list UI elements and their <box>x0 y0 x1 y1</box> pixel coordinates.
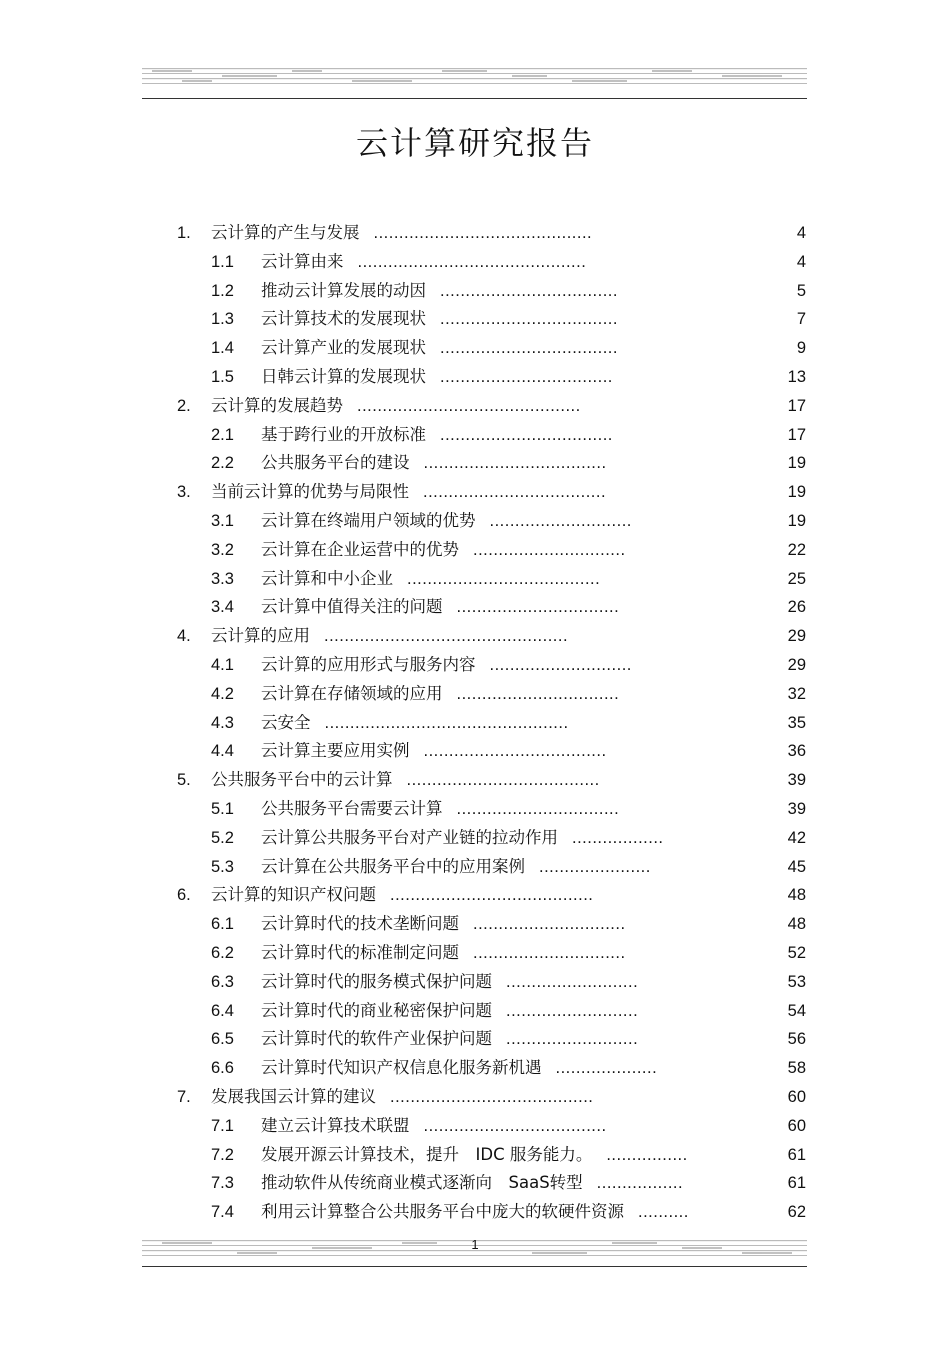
toc-leader-dots: ............................ <box>489 511 632 530</box>
toc-entry-title: 云计算在终端用户领域的优势 <box>261 510 476 530</box>
toc-section-entry[interactable] <box>0 536 950 565</box>
toc-leader-dots: ...................... <box>539 857 651 876</box>
toc-entry-title: 基于跨行业的开放标准 <box>261 424 426 444</box>
toc-entry-title: 云计算公共服务平台对产业链的拉动作用 <box>261 827 558 847</box>
toc-section-entry[interactable] <box>0 421 950 450</box>
toc-entry-title-wrap <box>261 1054 657 1083</box>
toc-entry-title: 云计算中值得关注的问题 <box>261 597 443 617</box>
toc-page-number: 42 <box>787 828 806 847</box>
toc-entry-number: 7.4 <box>211 1203 234 1222</box>
toc-entry-number: 3.4 <box>211 598 234 617</box>
toc-entry-number: 6.1 <box>211 915 234 934</box>
toc-leader-dots: ...................................... <box>406 771 600 790</box>
toc-entry-title: 云计算时代的技术垄断问题 <box>261 914 459 934</box>
toc-entry-title: 云计算技术的发展现状 <box>261 309 426 329</box>
toc-entry-title: 云计算时代的服务模式保护问题 <box>261 971 492 991</box>
toc-entry-number: 2. <box>177 396 191 415</box>
toc-page-number: 58 <box>787 1059 806 1078</box>
toc-section-entry[interactable] <box>0 1141 950 1170</box>
toc-leader-dots: ............................ <box>489 655 632 674</box>
toc-entry-title: 云计算和中小企业 <box>261 568 393 588</box>
toc-section-entry[interactable] <box>0 1198 950 1227</box>
toc-entry-title: 云计算时代的商业秘密保护问题 <box>261 1000 492 1020</box>
toc-entry-title: 日韩云计算的发展现状 <box>261 366 426 386</box>
toc-page-number: 60 <box>787 1087 806 1106</box>
toc-entry-title-wrap <box>211 881 593 910</box>
toc-entry-number: 1.1 <box>211 252 234 271</box>
toc-entry-title: 发展开源云计算技术，提升 IDC 服务能力。 <box>261 1144 593 1164</box>
toc-entry-title-wrap <box>261 1025 638 1054</box>
toc-section-entry[interactable] <box>0 334 950 363</box>
toc-entry-number: 5.2 <box>211 828 234 847</box>
toc-entry-number: 6.6 <box>211 1059 234 1078</box>
toc-leader-dots: ............................................. <box>357 252 587 271</box>
toc-leader-dots: .................... <box>555 1059 658 1078</box>
toc-entry-title-wrap <box>261 651 632 680</box>
toc-leader-dots: ................................ <box>456 684 620 703</box>
toc-entry-number: 7.1 <box>211 1116 234 1135</box>
toc-entry-title: 建立云计算技术联盟 <box>261 1115 410 1135</box>
toc-leader-dots: .......................... <box>506 1001 639 1020</box>
toc-chapter-entry[interactable] <box>0 219 950 248</box>
toc-leader-dots: .......................... <box>506 972 639 991</box>
toc-entry-title-wrap <box>261 910 626 939</box>
toc-leader-dots: .......... <box>638 1203 689 1222</box>
toc-entry-title: 云计算在公共服务平台中的应用案例 <box>261 856 525 876</box>
toc-leader-dots: .................................. <box>440 425 613 444</box>
toc-leader-dots: .................. <box>572 828 664 847</box>
toc-section-entry[interactable] <box>0 997 950 1026</box>
toc-entry-title-wrap <box>261 1112 607 1141</box>
toc-section-entry[interactable] <box>0 305 950 334</box>
toc-section-entry[interactable] <box>0 680 950 709</box>
toc-entry-number: 4.3 <box>211 713 234 732</box>
toc-section-entry[interactable] <box>0 939 950 968</box>
toc-entry-title: 云计算的产生与发展 <box>211 223 360 242</box>
toc-entry-title-wrap <box>211 219 592 248</box>
toc-entry-title-wrap <box>211 1083 593 1112</box>
toc-leader-dots: ................................................ <box>324 627 569 646</box>
toc-section-entry[interactable] <box>0 449 950 478</box>
toc-leader-dots: .............................. <box>473 943 626 962</box>
toc-entry-number: 5.1 <box>211 799 234 818</box>
toc-entry-title: 利用云计算整合公共服务平台中庞大的软硬件资源 <box>261 1202 624 1222</box>
toc-section-entry[interactable] <box>0 593 950 622</box>
toc-entry-title: 云安全 <box>261 712 311 732</box>
toc-entry-title-wrap <box>261 277 618 306</box>
toc-leader-dots: .............................. <box>473 915 626 934</box>
toc-entry-number: 5. <box>177 771 191 790</box>
toc-leader-dots: .................................... <box>423 483 607 502</box>
toc-entry-title: 推动云计算发展的动因 <box>261 280 426 300</box>
toc-page-number: 22 <box>787 540 806 559</box>
toc-entry-number: 1.3 <box>211 310 234 329</box>
toc-page-number: 5 <box>796 281 806 300</box>
toc-entry-title-wrap <box>261 795 619 824</box>
toc-entry-title: 公共服务平台需要云计算 <box>261 798 443 818</box>
toc-leader-dots: .......................... <box>506 1030 639 1049</box>
toc-entry-title-wrap <box>261 709 569 738</box>
toc-page-number: 4 <box>796 252 806 271</box>
toc-entry-title: 云计算的知识产权问题 <box>211 885 376 905</box>
toc-entry-number: 3. <box>177 483 191 502</box>
toc-entry-title: 公共服务平台中的云计算 <box>211 770 393 790</box>
toc-entry-title: 云计算时代的标准制定问题 <box>261 942 459 962</box>
toc-section-entry[interactable] <box>0 968 950 997</box>
toc-entry-number: 1.2 <box>211 281 234 300</box>
toc-page-number: 4 <box>796 224 806 242</box>
toc-entry-number: 4.4 <box>211 742 234 761</box>
toc-entry-title-wrap <box>261 853 651 882</box>
toc-leader-dots: ................................... <box>440 310 618 329</box>
toc-page-number: 62 <box>787 1203 806 1222</box>
toc-entry-number: 2.2 <box>211 454 234 473</box>
toc-entry-title: 公共服务平台的建设 <box>261 453 410 473</box>
toc-section-entry[interactable] <box>0 1025 950 1054</box>
header-decoration <box>142 64 807 90</box>
toc-entry-title: 发展我国云计算的建议 <box>211 1086 376 1106</box>
toc-leader-dots: ...................................... <box>407 569 601 588</box>
toc-leader-dots: .................................. <box>440 367 613 386</box>
toc-entry-title-wrap <box>261 507 632 536</box>
toc-entry-number: 7. <box>177 1087 191 1106</box>
toc-page-number: 54 <box>787 1001 806 1020</box>
toc-entry-number: 6.5 <box>211 1030 234 1049</box>
toc-entry-title: 当前云计算的优势与局限性 <box>211 482 409 502</box>
toc-chapter-entry[interactable] <box>0 392 950 421</box>
toc-leader-dots: .................................... <box>423 742 607 761</box>
toc-section-entry[interactable] <box>0 1169 950 1198</box>
toc-entry-title-wrap <box>261 1141 688 1170</box>
toc-page-number: 39 <box>787 799 806 818</box>
toc-entry-number: 3.3 <box>211 569 234 588</box>
toc-leader-dots: .............................. <box>473 540 626 559</box>
toc-entry-title-wrap <box>261 824 664 853</box>
toc-section-entry[interactable] <box>0 853 950 882</box>
toc-section-entry[interactable] <box>0 507 950 536</box>
toc-leader-dots: ................ <box>606 1145 688 1164</box>
toc-page-number: 61 <box>787 1174 806 1193</box>
toc-entry-number: 3.1 <box>211 511 234 530</box>
toc-entry-title-wrap <box>261 593 619 622</box>
toc-section-entry[interactable] <box>0 737 950 766</box>
toc-leader-dots: .................................... <box>423 1116 607 1135</box>
toc-leader-dots: ........................................ <box>390 1087 594 1106</box>
toc-entry-number: 1.5 <box>211 367 234 386</box>
toc-chapter-entry[interactable] <box>0 1083 950 1112</box>
toc-chapter-entry[interactable] <box>0 622 950 651</box>
toc-entry-title: 云计算时代知识产权信息化服务新机遇 <box>261 1058 542 1078</box>
toc-entry-title-wrap <box>211 392 581 421</box>
toc-entry-title: 云计算在存储领域的应用 <box>261 683 443 703</box>
toc-chapter-entry[interactable] <box>0 478 950 507</box>
toc-page-number: 17 <box>787 425 806 444</box>
toc-entry-title-wrap <box>211 478 606 507</box>
document-title: 云计算研究报告 <box>355 124 594 162</box>
toc-entry-title-wrap <box>261 737 607 766</box>
toc-leader-dots: .................................... <box>423 454 607 473</box>
toc-entry-title-wrap <box>261 363 613 392</box>
toc-chapter-entry[interactable] <box>0 881 950 910</box>
toc-page-number: 53 <box>787 972 806 991</box>
toc-page-number: 52 <box>787 943 806 962</box>
toc-page-number: 36 <box>787 742 806 761</box>
toc-entry-title: 推动软件从传统商业模式逐渐向 SaaS转型 <box>261 1173 583 1193</box>
toc-entry-title-wrap <box>261 449 607 478</box>
toc-section-entry[interactable] <box>0 795 950 824</box>
toc-page-number: 13 <box>787 367 806 386</box>
toc-page-number: 17 <box>787 396 806 415</box>
toc-leader-dots: ........................................... <box>373 224 593 242</box>
toc-page-number: 56 <box>787 1030 806 1049</box>
toc-entry-title-wrap <box>261 1198 689 1227</box>
toc-section-entry[interactable] <box>0 1112 950 1141</box>
toc-entry-number: 7.3 <box>211 1174 234 1193</box>
toc-page-number: 29 <box>787 627 806 646</box>
toc-entry-number: 1. <box>177 224 191 242</box>
toc-entry-title: 云计算时代的软件产业保护问题 <box>261 1029 492 1049</box>
toc-leader-dots: ................................ <box>456 799 620 818</box>
toc-entry-title-wrap <box>261 680 619 709</box>
toc-entry-title: 云计算的应用形式与服务内容 <box>261 654 476 674</box>
toc-leader-dots: ................. <box>596 1174 684 1193</box>
toc-page-number: 48 <box>787 886 806 905</box>
table-of-contents <box>0 219 950 1227</box>
toc-page-number: 39 <box>787 771 806 790</box>
toc-page-number: 29 <box>787 655 806 674</box>
toc-entry-number: 5.3 <box>211 857 234 876</box>
toc-entry-number: 6.4 <box>211 1001 234 1020</box>
toc-entry-number: 7.2 <box>211 1145 234 1164</box>
toc-entry-number: 3.2 <box>211 540 234 559</box>
toc-entry-title: 云计算的发展趋势 <box>211 395 343 415</box>
toc-chapter-entry[interactable] <box>0 766 950 795</box>
toc-entry-title-wrap <box>211 766 600 795</box>
toc-leader-dots: ................................... <box>440 339 618 358</box>
toc-page-number: 19 <box>787 511 806 530</box>
toc-entry-title-wrap <box>261 248 586 277</box>
toc-page-number: 25 <box>787 569 806 588</box>
toc-entry-title: 云计算主要应用实例 <box>261 741 410 761</box>
toc-entry-title-wrap <box>261 939 626 968</box>
toc-page-number: 60 <box>787 1116 806 1135</box>
toc-page-number: 7 <box>796 310 806 329</box>
page-number: 1 <box>471 1237 479 1252</box>
toc-entry-number: 1.4 <box>211 339 234 358</box>
toc-section-entry[interactable] <box>0 651 950 680</box>
toc-entry-number: 2.1 <box>211 425 234 444</box>
toc-leader-dots: ................................ <box>456 598 620 617</box>
toc-page-number: 48 <box>787 915 806 934</box>
toc-page-number: 19 <box>787 454 806 473</box>
toc-entry-title-wrap <box>261 305 618 334</box>
toc-entry-number: 6. <box>177 886 191 905</box>
toc-section-entry[interactable] <box>0 277 950 306</box>
toc-section-entry[interactable] <box>0 363 950 392</box>
toc-entry-title-wrap <box>261 997 638 1026</box>
toc-section-entry[interactable] <box>0 248 950 277</box>
toc-entry-title-wrap <box>211 622 568 651</box>
toc-page-number: 9 <box>796 339 806 358</box>
toc-section-entry[interactable] <box>0 1054 950 1083</box>
toc-section-entry[interactable] <box>0 709 950 738</box>
toc-entry-title: 云计算在企业运营中的优势 <box>261 539 459 559</box>
toc-section-entry[interactable] <box>0 910 950 939</box>
toc-page-number: 35 <box>787 713 806 732</box>
toc-entry-number: 4. <box>177 627 191 646</box>
toc-entry-number: 4.2 <box>211 684 234 703</box>
toc-section-entry[interactable] <box>0 824 950 853</box>
toc-page-number: 32 <box>787 684 806 703</box>
toc-entry-number: 4.1 <box>211 655 234 674</box>
toc-leader-dots: ........................................ <box>390 886 594 905</box>
toc-entry-title-wrap <box>261 536 626 565</box>
footer-rule <box>142 1266 807 1267</box>
toc-page-number: 19 <box>787 483 806 502</box>
header-rule <box>142 98 807 99</box>
toc-entry-number: 6.2 <box>211 943 234 962</box>
toc-entry-title: 云计算产业的发展现状 <box>261 338 426 358</box>
toc-entry-title-wrap <box>261 565 600 594</box>
toc-entry-title-wrap <box>261 421 613 450</box>
toc-entry-title: 云计算的应用 <box>211 626 310 646</box>
toc-entry-title: 云计算由来 <box>261 251 344 271</box>
toc-leader-dots: ............................................ <box>357 396 581 415</box>
toc-page-number: 61 <box>787 1145 806 1164</box>
toc-page-number: 26 <box>787 598 806 617</box>
toc-page-number: 45 <box>787 857 806 876</box>
toc-entry-title-wrap <box>261 1169 683 1198</box>
toc-leader-dots: ................................... <box>440 281 618 300</box>
toc-entry-title-wrap <box>261 334 618 363</box>
toc-entry-number: 6.3 <box>211 972 234 991</box>
toc-entry-title-wrap <box>261 968 638 997</box>
toc-section-entry[interactable] <box>0 565 950 594</box>
toc-leader-dots: ................................................ <box>324 713 569 732</box>
